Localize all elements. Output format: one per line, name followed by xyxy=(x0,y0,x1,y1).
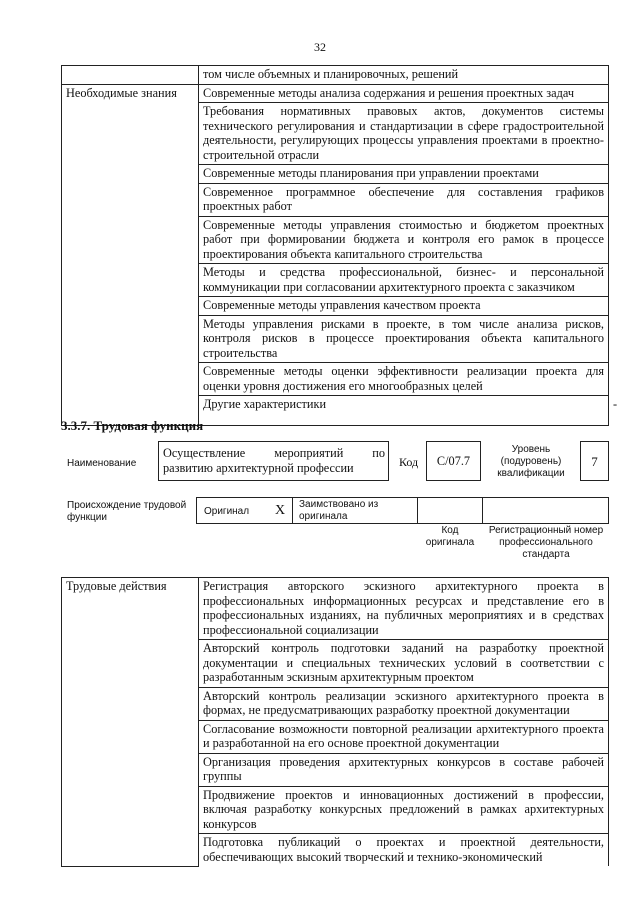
page-number: 32 xyxy=(314,40,326,54)
row-text: Современные методы анализа содержания и решения проектных задач xyxy=(199,84,609,103)
code-label: Код xyxy=(399,455,419,469)
original-code-caption: Код оригинала xyxy=(425,525,475,548)
labor-actions-table xyxy=(61,577,609,867)
original-code-box xyxy=(417,497,483,524)
table-row xyxy=(62,578,609,640)
name-label: Наименование xyxy=(67,458,137,469)
row-text: Современные методы управления стоимостью и бюджетом проектных работ при формировании бюджета и контроля его рамок в процессе проектирования объекта капитального строительства xyxy=(199,216,609,264)
level-value-box xyxy=(580,441,609,481)
original-mark: X xyxy=(275,503,286,518)
row-text: Современные методы управления качеством проекта xyxy=(199,297,609,316)
row-text: Согласование возможности повторной реализации архитектурного проекта и разработанной на его основе проектной документации xyxy=(199,720,609,753)
row-text: Методы управления рисками в проекте, в том числе анализа рисков, контроля рисков в процессе проектирования объекта капитального строительства xyxy=(199,315,609,363)
row-text: том числе объемных и планировочных, решений xyxy=(199,66,609,85)
reg-number-box xyxy=(482,497,609,524)
name-value-box xyxy=(158,441,389,481)
borrowed-box xyxy=(292,497,418,524)
code-value: C/07.7 xyxy=(436,454,471,468)
row-label xyxy=(62,66,199,85)
origin-label: Происхождение трудовой функции xyxy=(67,500,187,523)
row-text: Регистрация авторского эскизного архитектурного проекта в профессиональных информационных ресурсах и представление его в профессиональных изданиях, на публичных мероприятиях и в средствах профессиональной социализации xyxy=(199,578,609,640)
row-text: Требования нормативных правовых актов, документов системы технического регулирования и стандартизации в сфере градостроительной деятельности, регулирующих процессы управления проектами в проектно-строительной отрасли xyxy=(199,103,609,165)
borrowed-label: Заимствовано из оригинала xyxy=(299,499,379,522)
knowledge-table xyxy=(61,65,618,426)
row-text: Подготовка публикаций о проектах и проектной деятельности, обеспечивающих высокий творческий и технико-экономический xyxy=(199,834,609,867)
row-text: Современные методы оценки эффективности реализации проекта для оценки уровня достижения его многообразных целей xyxy=(199,363,609,396)
row-text: Продвижение проектов и инновационных достижений в профессии, включая разработку конкурсных предложений в рамках архитектурных конкурсов xyxy=(199,786,609,834)
original-label: Оригинал xyxy=(204,506,250,517)
other-characteristics-label: Другие характеристики xyxy=(199,396,609,426)
row-text: Организация проведения архитектурных конкурсов в составе рабочей группы xyxy=(199,753,609,786)
table-row xyxy=(62,84,609,103)
table-row xyxy=(62,66,609,85)
reg-number-caption: Регистрационный номер профессионального стандарта xyxy=(488,525,604,560)
row-text: Авторский контроль реализации эскизного архитектурного проекта в формах, не предусматривающих разработку проектной документации xyxy=(199,687,609,720)
necessary-knowledge-label: Необходимые знания xyxy=(62,84,199,426)
section-title: 3.3.7. Трудовая функция xyxy=(61,418,204,433)
level-value: 7 xyxy=(591,454,598,469)
level-label: Уровень (подуровень) квалификации xyxy=(497,444,565,479)
row-text: Методы и средства профессиональной, бизнес- и персональной коммуникации при согласовании архитектурного проекта с заказчиком xyxy=(199,264,609,297)
row-text: Авторский контроль подготовки заданий на разработку проектной документации и специальных технических условий в соответствии с разработанным эскизным архитектурным проектом xyxy=(199,640,609,688)
name-value: Осуществление мероприятий по развитию архитектурной профессии xyxy=(163,446,385,475)
row-text: Современное программное обеспечение для составления графиков проектных работ xyxy=(199,183,609,216)
original-box xyxy=(196,497,293,524)
code-value-box xyxy=(426,441,481,481)
row-text: Современные методы планирования при управлении проектами xyxy=(199,165,609,184)
table-row: Другие характеристики - xyxy=(62,396,609,426)
labor-actions-label: Трудовые действия xyxy=(62,578,199,867)
